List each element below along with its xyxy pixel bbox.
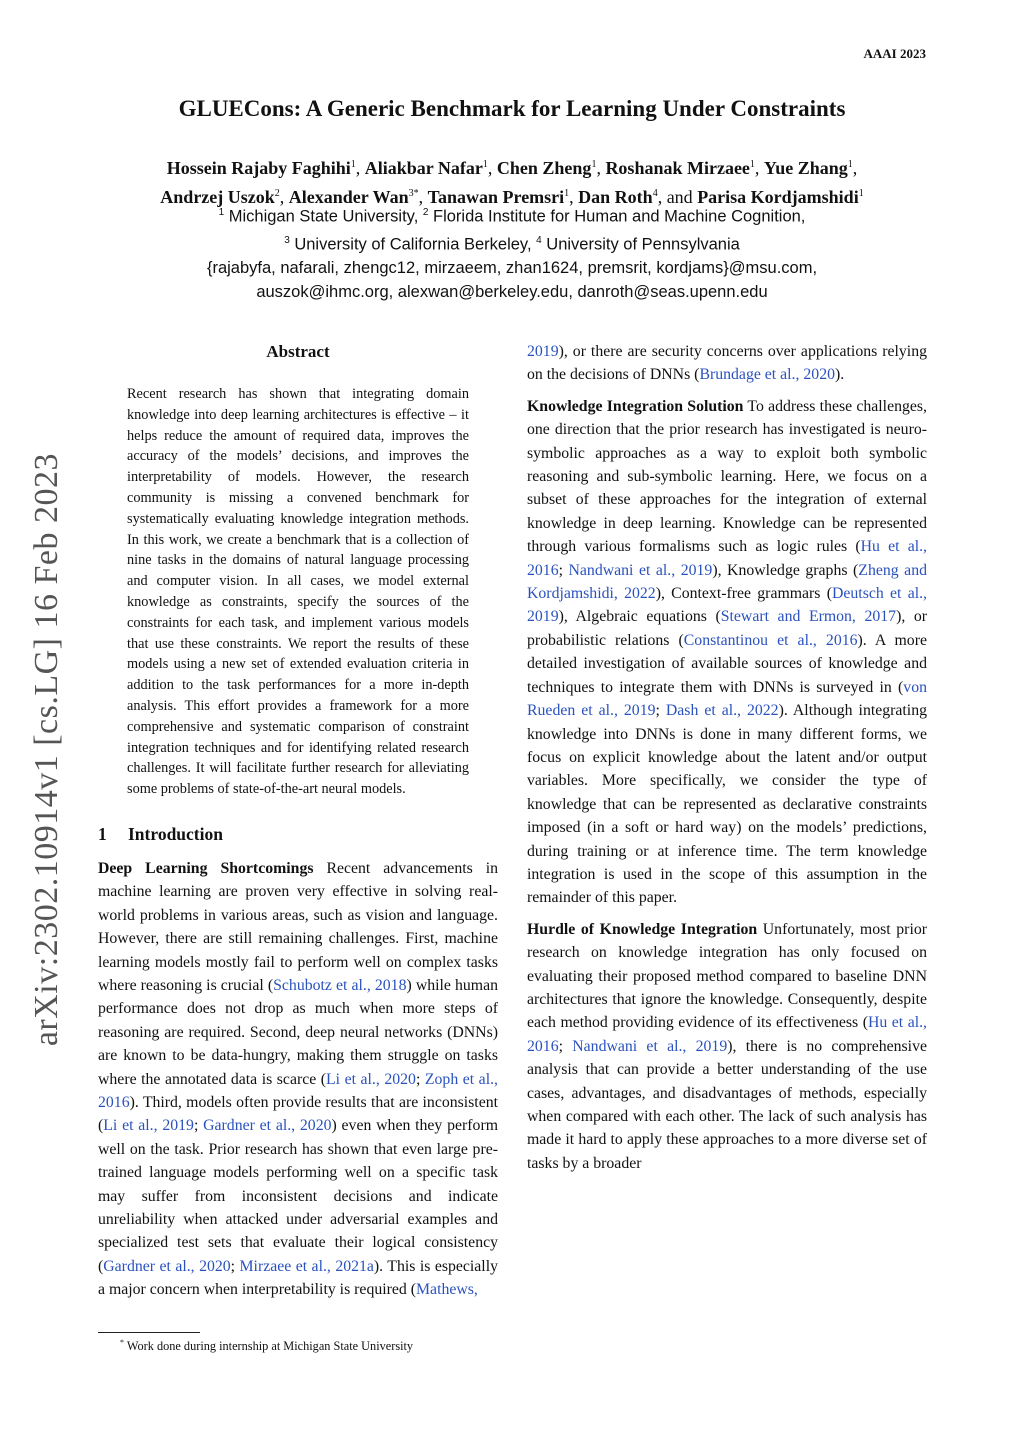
citation-link[interactable]: Gardner et al., 2020: [203, 1117, 332, 1135]
affiliation-number: 1: [218, 207, 225, 218]
citation-link[interactable]: Nandwani et al., 2019: [572, 1037, 728, 1055]
affiliations: $^1$ Michigan State University, $^2$ Florida Institute for Human and Machine Cognition, $^3$ University of California Berkeley, $^4$ University of Pennsylvania {rajabyfa, nafarali, zhengc12, mirzaeem, zhan1624, premsrit, kordjams}@msu.com, auszok@ihmc.org, alexwan@berkeley.edu, danroth@seas.upenn.edu: [100, 201, 924, 304]
author-name: Parisa Kordjamshidi: [697, 187, 859, 207]
citation-link[interactable]: Brundage et al., 2020: [699, 366, 835, 384]
affiliation-name: University of Pennsylvania: [546, 235, 740, 253]
paragraph-text: ). Although integrating knowledge into DNNs is done in many different forms, we focus on explicit knowledge about the latent and/or output variables. More specifically, we consider the type of knowledge that can be represented as declarative constraints imposed (in a soft or hard way) on the models’ predictions, during training or at inference time. The term knowledge integration is used in the scope of this assumption in the remainder of this paper.: [527, 702, 927, 907]
right-column: [527, 340, 927, 1175]
footnote-rule: [98, 1332, 200, 1333]
section-heading: [98, 824, 498, 845]
paragraph: [527, 395, 927, 910]
author-affiliation: 1: [564, 188, 570, 199]
author-name: Hossein Rajaby Faghihi: [166, 158, 351, 178]
citation-link[interactable]: Nandwani et al., 2019: [568, 561, 713, 579]
email-line: auszok@ihmc.org, alexwan@berkeley.edu, danroth@seas.upenn.edu: [256, 283, 768, 301]
paragraph-text: Recent advancements in machine learning are proven very effective in solving real-world problems in various areas, such as vision and language. However, there are still remaining challenges. First, machine learning models mostly fail to perform well on complex tasks where reasoning is crucial (: [98, 859, 499, 994]
paragraph-heading: Deep Learning Shortcomings: [98, 859, 314, 877]
affiliation-number: 4: [536, 234, 542, 246]
citation-link[interactable]: Mirzaee et al., 2021a: [239, 1257, 374, 1275]
paragraph-heading: Knowledge Integration Solution: [527, 397, 744, 415]
paragraph-text: ) while human performance does not drop as much when more steps of reasoning are required. Second, deep neural networks (DNNs) are known to be data-hungry, making them struggle on tasks where the annotated data is scarce (: [98, 976, 498, 1088]
author-affiliation: 3*: [408, 188, 419, 199]
paragraph-text: ), or probabilistic relations (: [527, 608, 928, 649]
affiliation-name: University of California Berkeley: [294, 235, 527, 253]
affiliation-name: Michigan State University: [228, 207, 414, 226]
paragraph-text: ;: [558, 1037, 573, 1055]
paragraph-text: ) even when they perform well on the task. Prior research has shown that even large pre-trained language models performing well on a specific task may suffer from inconsistent decisions and indicate unreliability when attacked under adversarial examples and specialized test sets that evaluate their logical consistency (: [98, 1117, 498, 1275]
citation-link[interactable]: Li et al., 2020: [326, 1070, 416, 1088]
citation-link[interactable]: Hu et al., 2016: [527, 1014, 927, 1055]
paragraph-text: ;: [655, 702, 666, 720]
citation-link[interactable]: Gardner et al., 2020: [103, 1257, 231, 1275]
email-line: {rajabyfa, nafarali, zhengc12, mirzaeem, zhan1624, premsrit, kordjams}@msu.com,: [206, 259, 818, 277]
author-affiliation: 1: [482, 159, 488, 170]
abstract-text: Recent research has shown that integrating domain knowledge into deep learning architectures is effective – it helps reduce the amount of required data, improves the accuracy of the models’ decisions, and improves the interpretability of models. However, the research community is missing a convened benchmark for systematically evaluating knowledge integration methods. In this work, we create a benchmark that is a collection of nine tasks in the domains of natural language processing and computer vision. In all cases, we model external knowledge as constraints, specify the sources of the constraints for each task, and implement various models that use these constraints. We report the results of these models using a new set of extended evaluation criteria in addition to the task performances for a more in-depth analysis. This effort provides a framework for a more comprehensive and systematic comparison of constraint integration techniques and for identifying related research challenges. It will facilitate further research for alleviating some problems of state-of-the-art neural models.: [127, 386, 469, 798]
paragraph-text: ;: [415, 1070, 425, 1088]
author-name: Yue Zhang: [763, 158, 848, 178]
paragraph-text: ;: [230, 1257, 240, 1275]
citation-link[interactable]: Zheng and Kordjamshidi, 2022: [527, 561, 927, 603]
venue-label: AAAI 2023: [863, 46, 926, 61]
citation-link[interactable]: Constantinou et al., 2016: [683, 631, 858, 649]
citation-link[interactable]: Schubotz et al., 2018: [273, 976, 407, 994]
author-name: Dan Roth: [578, 187, 653, 207]
paragraph: [527, 918, 927, 1175]
author-name: Aliakbar Nafar: [364, 158, 483, 178]
abstract-heading: Abstract: [266, 342, 330, 361]
arxiv-stamp: [22, 450, 72, 1050]
author-name: Roshanak Mirzaee: [605, 158, 750, 178]
author-name: Tanawan Premsri: [427, 187, 565, 207]
section-number: 1: [98, 823, 107, 844]
author-name: Andrzej Uszok: [160, 187, 275, 207]
citation-link[interactable]: Stewart and Ermon, 2017: [720, 608, 897, 626]
footnote: [120, 1338, 413, 1354]
paragraph-text: ), Algebraic equations (: [558, 608, 721, 626]
citation-link[interactable]: Deutsch et al., 2019: [527, 585, 927, 626]
author-affiliation: 1: [858, 188, 864, 199]
citation-link[interactable]: Zoph et al., 2016: [98, 1070, 498, 1111]
paragraph-text: ). Third, models often provide results that are inconsistent (: [98, 1094, 498, 1135]
citation-link[interactable]: Hu et al., 2016: [527, 538, 927, 579]
paragraph-text: To address these challenges, one direction that the prior research has investigated is neuro-symbolic approaches as a way to exploit both symbolic reasoning and sub-symbolic learning. Here, we focus on a subset of these approaches for the integration of external knowledge in deep learning. Knowledge can be represented through various formalisms such as logic rules (: [527, 397, 927, 556]
affiliation-number: 3: [284, 234, 290, 246]
affiliation-name: Florida Institute for Human and Machine Cognition: [433, 207, 801, 226]
paragraph-text: ), Knowledge graphs (: [712, 561, 859, 579]
citation-link[interactable]: Dash et al., 2022: [665, 702, 779, 720]
paragraph-text: ), there is no comprehensive analysis that can provide a better understanding of the use cases, advantages, and disadvantages of methods, especially when compared with each other. The lack of such analysis has made it hard to apply these approaches to a more diverse set of tasks by a broader: [527, 1037, 927, 1172]
author-list: Hossein Rajaby Faghihi$^1$, Aliakbar Nafar$^1$, Chen Zheng$^1$, Roshanak Mirzaee$^1$, Yue Zhang$^1$, Andrzej Uszok$^2$, Alexander Wan$^{3*}$, Tanawan Premsri$^1$, Dan Roth$^4$, and Parisa Kordjamshidi$^1$: [160, 158, 864, 207]
author-affiliation: 1: [847, 159, 853, 170]
section-title: Introduction: [128, 823, 223, 844]
arxiv-id: arXiv:2302.10914v1 [cs.LG] 16 Feb 2023: [28, 453, 65, 1047]
paragraph-text: ), Context-free grammars (: [655, 585, 832, 603]
citation-link[interactable]: Li et al., 2019: [103, 1117, 194, 1135]
body-text: [98, 857, 498, 1302]
paper-title: GLUECons: A Generic Benchmark for Learning Under Constraints: [178, 96, 846, 121]
paragraph-text: ;: [193, 1117, 204, 1135]
author-affiliation: 1: [749, 159, 755, 170]
citation-link[interactable]: 2019: [527, 343, 559, 360]
paragraph: [527, 340, 927, 387]
paragraph-text: ), or there are security concerns over applications relying on the decisions of DNNs (: [527, 343, 927, 384]
footnote-text: Work done during internship at Michigan State University: [126, 1339, 414, 1354]
paragraph-text: ). A more detailed investigation of available sources of knowledge and techniques to integrate them with DNNs is surveyed in (: [527, 631, 927, 696]
paragraph-text: ).: [835, 366, 845, 384]
citation-link[interactable]: Mathews,: [416, 1281, 478, 1299]
author-affiliation: 2: [274, 188, 280, 199]
author-affiliation: 1: [591, 159, 597, 170]
author-affiliation: 4: [652, 188, 658, 199]
affiliation-number: 2: [422, 207, 429, 218]
citation-link[interactable]: von Rueden et al., 2019: [527, 678, 927, 720]
paragraph-heading: Hurdle of Knowledge Integration: [527, 920, 758, 938]
author-name: Chen Zheng: [496, 158, 592, 178]
paragraph-text: Unfortunately, most prior research on knowledge integration has only focused on evaluating their proposed method compared to baseline DNN architectures that ignore the knowledge. Consequently, despite each method providing evidence of its effectiveness (: [527, 920, 927, 1032]
author-affiliation: 1: [350, 159, 356, 170]
paragraph-text: ). This is especially a major concern when interpretability is required (: [98, 1257, 498, 1299]
footnote-mark: *: [120, 1338, 124, 1347]
left-column: [98, 340, 498, 1302]
paragraph-text: ;: [558, 561, 569, 579]
author-name: Alexander Wan: [288, 187, 409, 207]
body-text: [527, 340, 927, 1175]
